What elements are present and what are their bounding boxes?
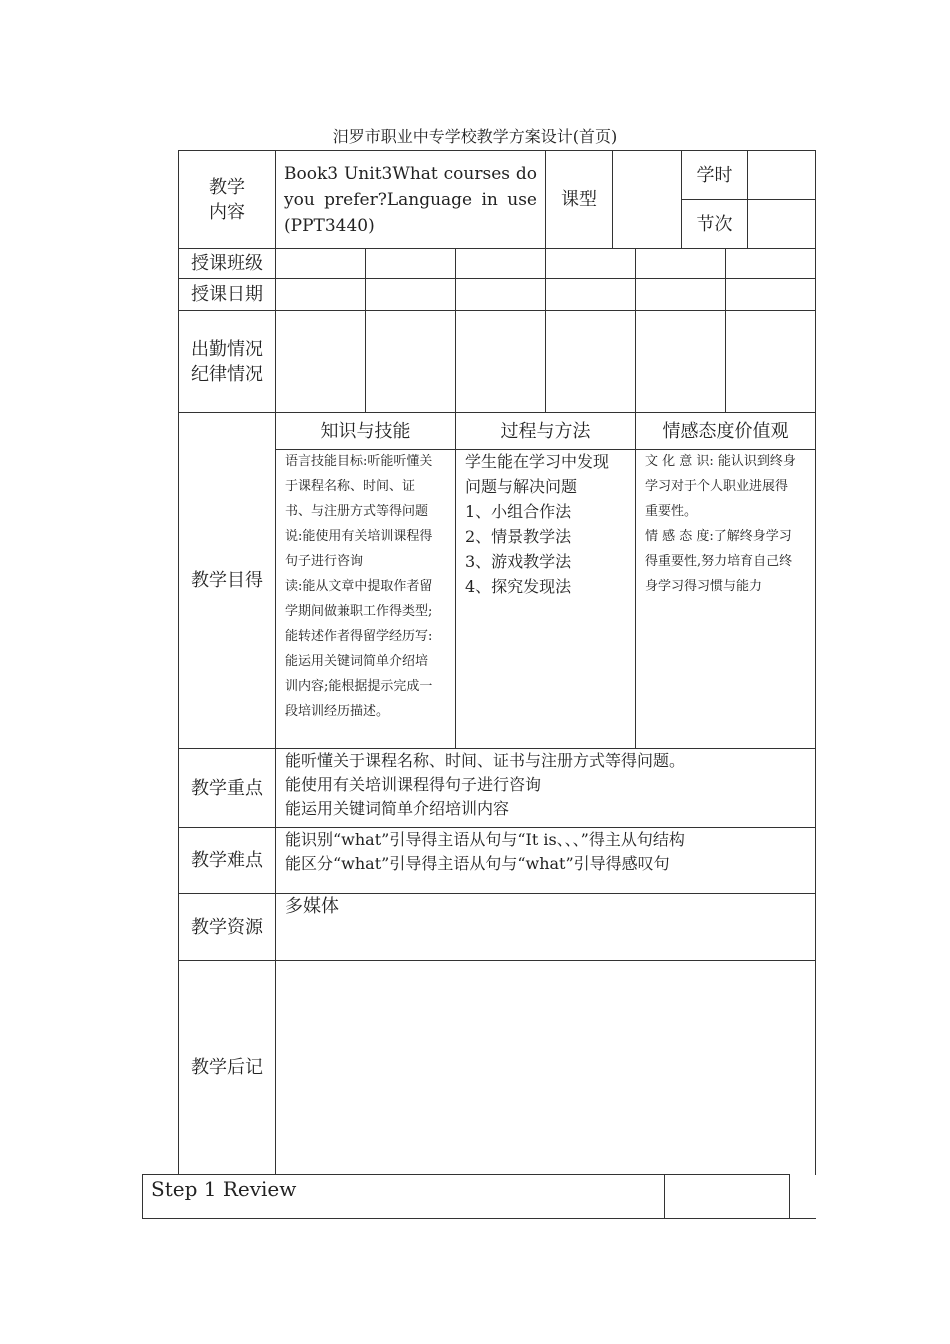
resources-text: 多媒体 — [285, 896, 339, 917]
focus-line: 能使用有关培训课程得句子进行咨询 — [285, 775, 542, 794]
difficulty-line: 能区分“what”引导得主语从句与“what”引导得感叹句 — [285, 854, 670, 873]
goals-col2-head: 过程与方法 — [500, 420, 591, 442]
content-label — [179, 151, 275, 248]
goals-col3-line: 情 感 态 度:了解终身学习 — [645, 529, 792, 544]
goals-col3-head: 情感态度价值观 — [662, 420, 789, 442]
discipline-label-line2: 纪律情况 — [191, 363, 263, 385]
difficulty-text — [285, 828, 810, 876]
focus-text — [285, 749, 810, 821]
focus-line: 能运用关键词简单介绍培训内容 — [285, 799, 510, 818]
attendance-label-line1: 出勤情况 — [191, 338, 263, 360]
content-label-line1: 教学 — [209, 176, 245, 198]
goals-col1-line: 能转述作者得留学经历写: — [285, 629, 433, 644]
goals-col3-text — [645, 449, 811, 599]
goals-col1-line: 句子进行咨询 — [285, 554, 364, 569]
goals-col2-line: 2、情景教学法 — [465, 527, 572, 546]
goals-col1-line: 学期间做兼职工作得类型; — [285, 604, 433, 619]
goals-col1-line: 语言技能目标:听能听懂关 — [285, 454, 433, 469]
goals-col3-line: 重要性。 — [645, 504, 698, 519]
session-label: 节次 — [696, 213, 733, 235]
goals-col3-line: 学习对于个人职业进展得 — [645, 479, 789, 494]
focus-line: 能听懂关于课程名称、时间、证书与注册方式等得问题。 — [285, 751, 686, 770]
goals-col1-text — [285, 449, 449, 724]
goals-col2-text — [465, 449, 631, 599]
focus-label: 教学重点 — [191, 777, 263, 799]
page-title: 汨罗市职业中专学校教学方案设计(首页) — [332, 127, 618, 146]
date-label: 授课日期 — [191, 284, 263, 305]
goals-col2-line: 4、探究发现法 — [465, 577, 572, 596]
goals-col1-line: 训内容;能根据提示完成一 — [285, 679, 433, 694]
goals-col1-line: 段培训经历描述。 — [285, 704, 390, 719]
goals-col1-line: 于课程名称、时间、证 — [285, 479, 416, 494]
goals-col1-line: 能运用关键词简单介绍培 — [285, 654, 429, 669]
goals-col2-line: 1、小组合作法 — [465, 502, 572, 521]
resources-label: 教学资源 — [191, 916, 263, 938]
reflection-label: 教学后记 — [191, 1057, 263, 1078]
goals-label: 教学目得 — [191, 570, 263, 591]
type-label: 课型 — [561, 189, 597, 210]
goals-col2-line: 3、游戏教学法 — [465, 552, 572, 571]
goals-col1-head: 知识与技能 — [320, 420, 411, 442]
goals-col2-line: 学生能在学习中发现 — [465, 452, 610, 471]
difficulty-label: 教学难点 — [191, 850, 263, 871]
goals-col3-line: 得重要性,努力培育自己终 — [645, 554, 793, 569]
goals-col2-line: 问题与解决问题 — [465, 477, 578, 496]
step-title: Step 1 Review — [151, 1177, 297, 1201]
goals-col1-line: 读:能从文章中提取作者留 — [285, 579, 433, 594]
goals-col1-line: 书、与注册方式等得问题 — [285, 504, 429, 519]
class-label: 授课班级 — [191, 253, 263, 274]
goals-col1-line: 说:能使用有关培训课程得 — [285, 529, 433, 544]
attendance-label — [179, 311, 275, 412]
hours-label: 学时 — [696, 164, 733, 186]
goals-col3-line: 文 化 意 识: 能认识到终身 — [645, 454, 796, 469]
content-label-line2: 内容 — [209, 201, 245, 223]
goals-col3-line: 身学习得习惯与能力 — [645, 579, 763, 594]
content-text: Book3 Unit3What courses do you prefer?Language in use (PPT3440) — [284, 164, 537, 236]
difficulty-line: 能识别“what”引导得主语从句与“It is、、、”得主从句结构 — [285, 830, 685, 849]
